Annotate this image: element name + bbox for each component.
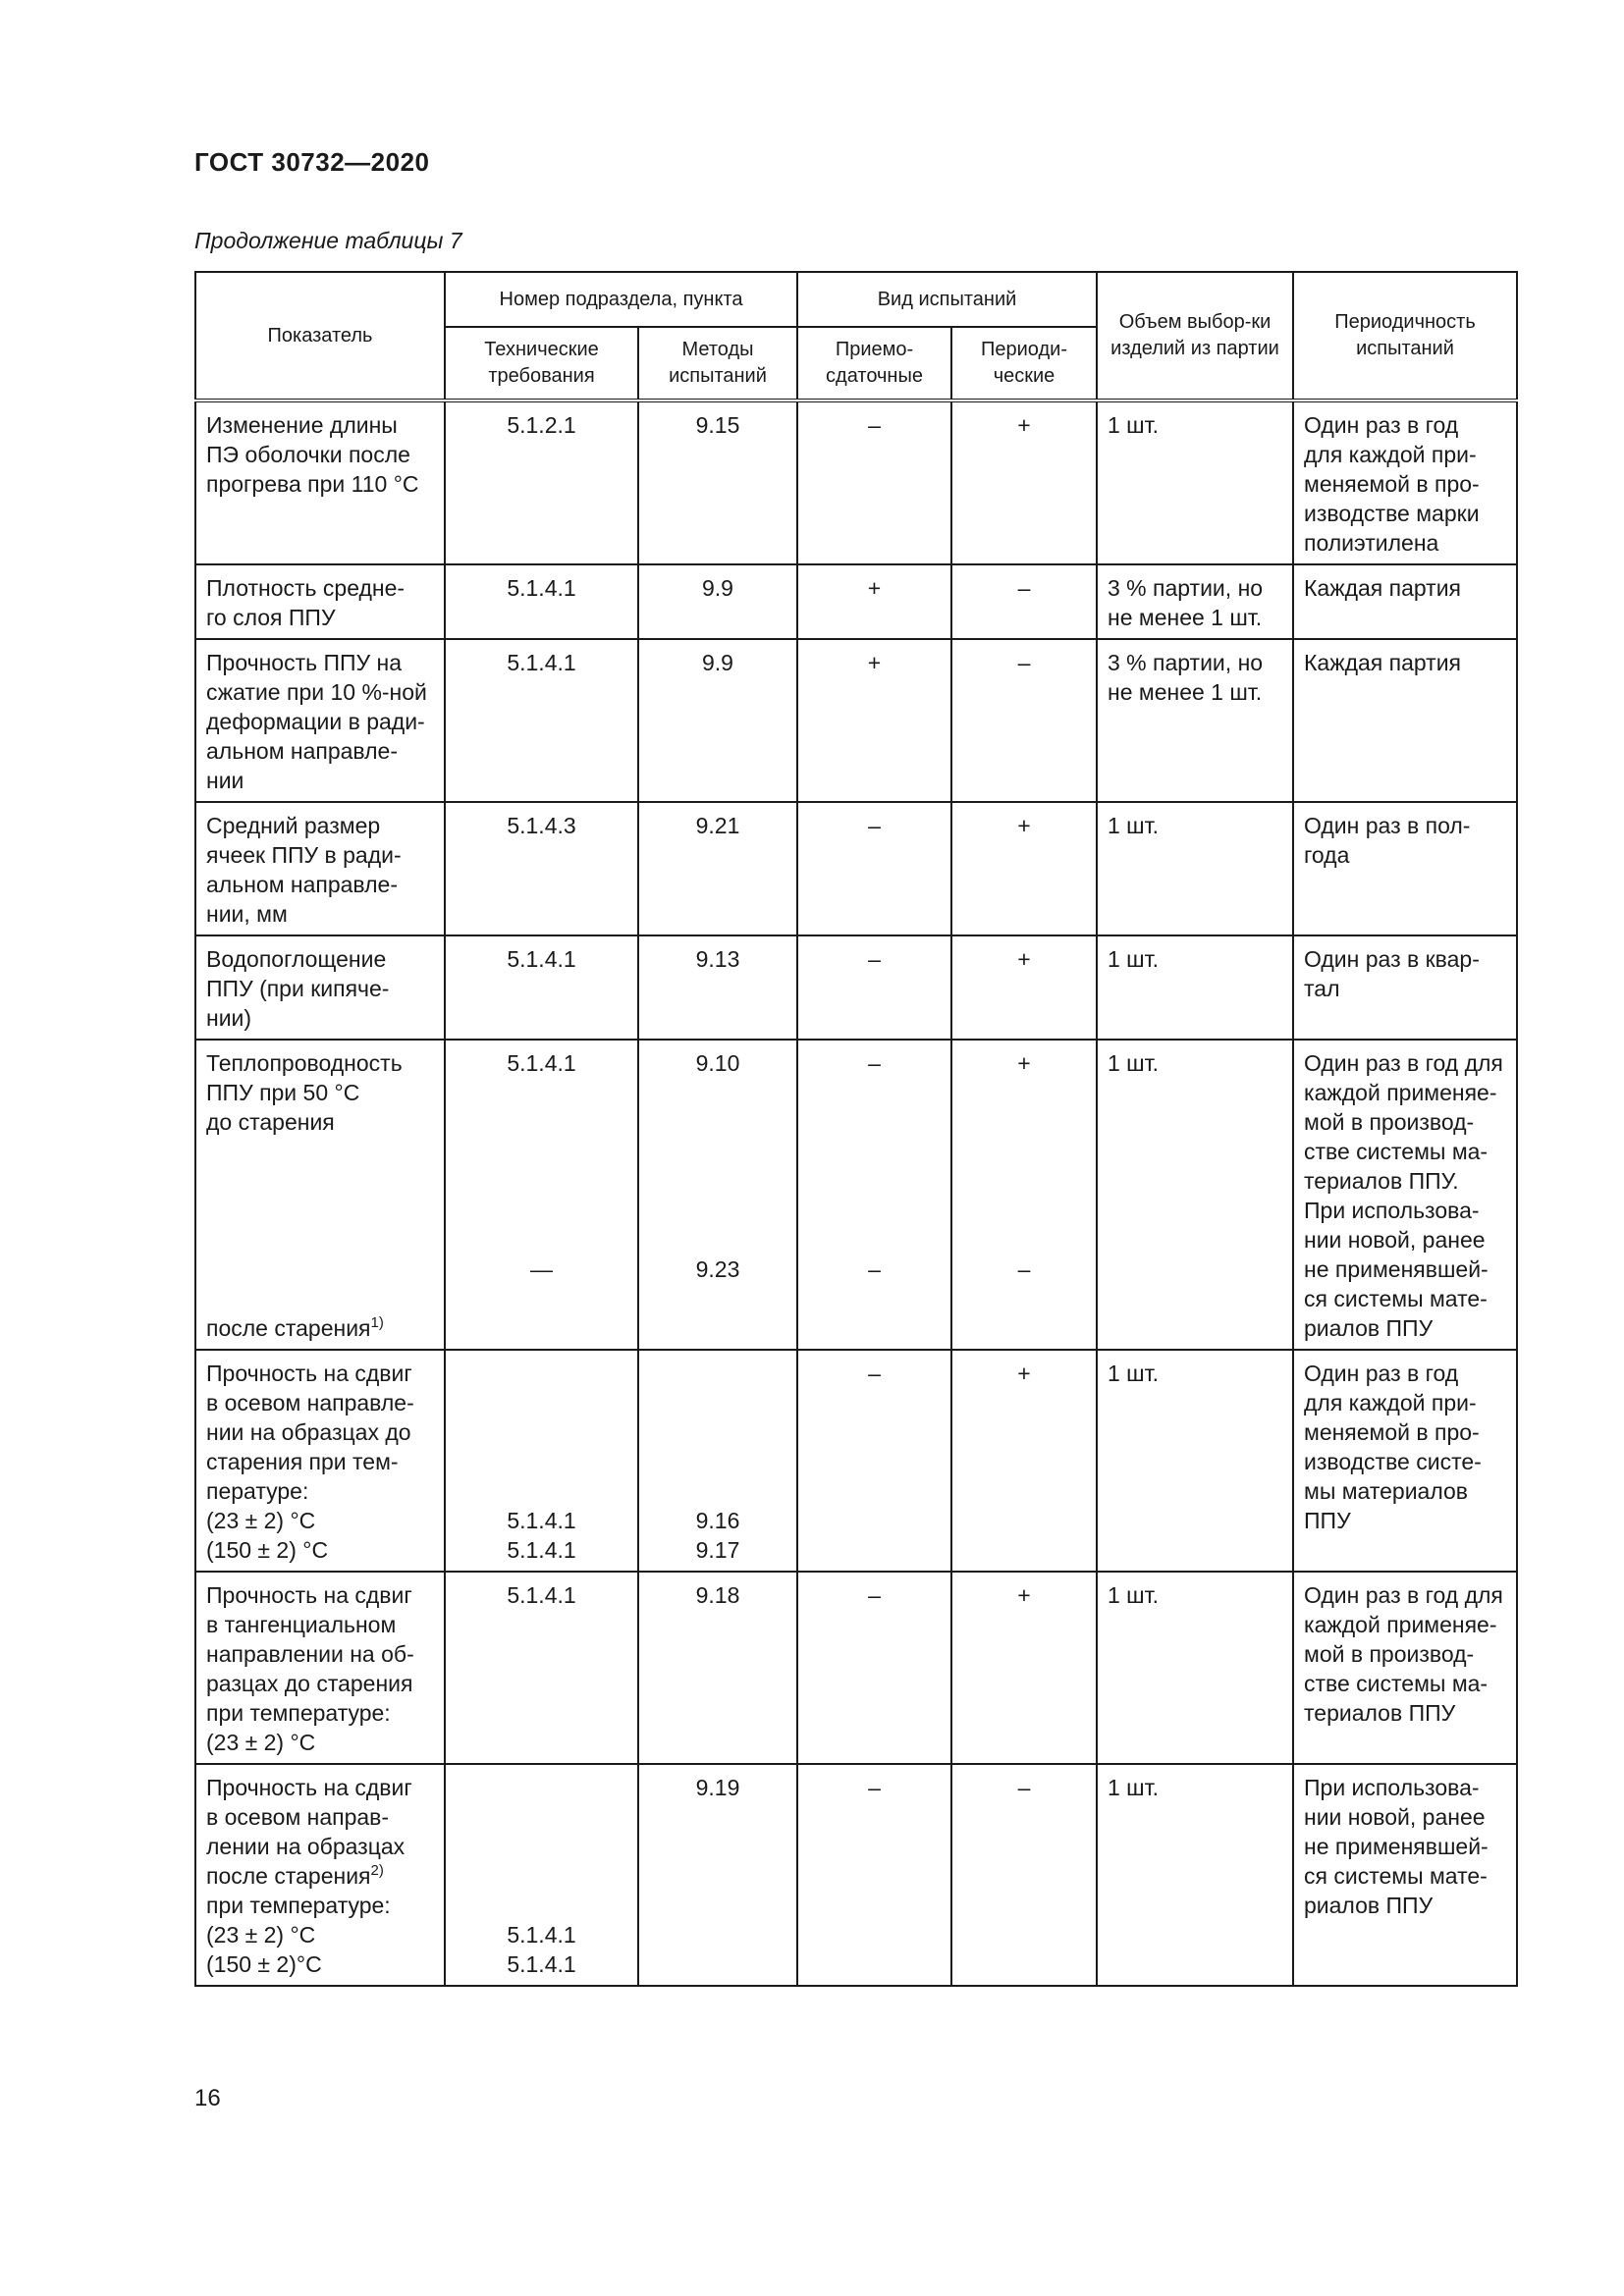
- test-method-cell-line: [643, 1388, 792, 1417]
- periodicity-cell-line: меняемой в про-: [1304, 1419, 1480, 1445]
- header-sample-size: Объем выбор-ки изделий из партии: [1097, 272, 1293, 400]
- test-method-cell-line: 9.21: [695, 813, 740, 838]
- acceptance-cell-line: –: [868, 1582, 881, 1608]
- test-method-cell: [638, 1350, 797, 1572]
- sample-size-cell-line: 1 шт.: [1108, 412, 1160, 438]
- sample-size-cell: [1097, 400, 1293, 564]
- periodicity-cell-line: Каждая партия: [1304, 650, 1462, 675]
- sample-size-cell-line: 1 шт.: [1108, 1050, 1160, 1076]
- acceptance-cell: [797, 564, 951, 639]
- tech-req-cell: [445, 564, 638, 639]
- footnote-ref: 1): [370, 1314, 384, 1331]
- periodic-cell-line: +: [1017, 1361, 1031, 1386]
- test-method-cell: [638, 1572, 797, 1764]
- periodicity-cell-line: для каждой при-: [1304, 1390, 1477, 1415]
- indicator-cell-line: разцах до старения: [206, 1671, 413, 1696]
- periodicity-cell-line: каждой применяе-: [1304, 1080, 1497, 1105]
- test-method-cell-line: [643, 1359, 792, 1388]
- indicator-cell: [195, 1764, 445, 1986]
- indicator-cell-line: Средний размер: [206, 813, 381, 838]
- periodic-cell-line: –: [1017, 1775, 1031, 1800]
- periodicity-cell-line: При использова-: [1304, 1775, 1480, 1800]
- periodicity-cell-line: ППУ: [1304, 1508, 1351, 1533]
- indicator-cell-line: до старения: [206, 1109, 335, 1135]
- acceptance-cell-line: –: [868, 813, 881, 838]
- tech-req-cell-line: [450, 1359, 633, 1388]
- indicator-cell-line: го слоя ППУ: [206, 605, 336, 630]
- periodic-cell: [951, 1572, 1097, 1764]
- footnote-ref: 2): [370, 1862, 384, 1879]
- periodic-cell: [951, 1040, 1097, 1350]
- tech-req-cell-line: 5.1.4.3: [507, 813, 576, 838]
- sample-size-cell: [1097, 1350, 1293, 1572]
- periodicity-cell-line: Один раз в год: [1304, 1361, 1459, 1386]
- sample-size-cell-line: не менее 1 шт.: [1108, 605, 1263, 630]
- periodicity-cell: [1293, 564, 1517, 639]
- indicator-cell-line: нии: [206, 768, 244, 793]
- test-method-cell-line: [643, 1417, 792, 1447]
- test-method-cell-line: 9.10: [695, 1050, 740, 1076]
- periodicity-cell-line: Каждая партия: [1304, 575, 1462, 601]
- acceptance-cell-line: –: [868, 412, 881, 438]
- acceptance-cell: [797, 1040, 951, 1350]
- acceptance-cell-line: –: [868, 1256, 881, 1282]
- periodicity-cell: [1293, 1350, 1517, 1572]
- periodicity-cell-line: каждой применяе-: [1304, 1612, 1497, 1637]
- test-method-cell-line: 9.16: [695, 1508, 740, 1533]
- periodic-cell: [951, 802, 1097, 935]
- indicator-cell-line: в тангенциальном: [206, 1612, 397, 1637]
- periodicity-cell-line: Один раз в год для: [1304, 1582, 1503, 1608]
- sample-size-cell-line: не менее 1 шт.: [1108, 679, 1263, 705]
- acceptance-cell: [797, 400, 951, 564]
- indicator-cell-line: лении на образцах: [206, 1834, 406, 1859]
- tech-req-cell-line: 5.1.4.1: [507, 1582, 576, 1608]
- periodic-cell-line: –: [1017, 1256, 1031, 1282]
- indicator-cell-line: деформации в ради-: [206, 709, 425, 734]
- indicator-cell-line: Прочность ППУ на: [206, 650, 403, 675]
- periodicity-cell-line: Один раз в год для: [1304, 1050, 1503, 1076]
- indicator-cell-line: старения при тем-: [206, 1449, 399, 1474]
- periodicity-cell-line: меняемой в про-: [1304, 471, 1480, 497]
- indicator-cell-line: при температуре:: [206, 1700, 391, 1726]
- periodic-cell-line: –: [1017, 575, 1031, 601]
- periodicity-cell-line: ся системы мате-: [1304, 1863, 1488, 1889]
- periodicity-cell-line: ся системы мате-: [1304, 1286, 1488, 1311]
- periodicity-cell-line: Один раз в пол-: [1304, 813, 1471, 838]
- indicator-cell-line: нии, мм: [206, 901, 288, 927]
- indicator-cell-line: Плотность средне-: [206, 575, 406, 601]
- periodicity-cell-line: териалов ППУ.: [1304, 1168, 1459, 1194]
- tech-req-cell: [445, 1572, 638, 1764]
- sample-size-cell: [1097, 1040, 1293, 1350]
- periodic-cell: [951, 935, 1097, 1040]
- periodic-cell: [951, 1764, 1097, 1986]
- periodicity-cell: [1293, 935, 1517, 1040]
- indicator-cell-line: (150 ± 2)°С: [206, 1951, 322, 1977]
- indicator-cell-line: Прочность на сдвиг: [206, 1582, 412, 1608]
- periodicity-cell-line: мы материалов: [1304, 1478, 1469, 1504]
- tech-req-cell-line: [450, 1861, 633, 1891]
- periodicity-cell: [1293, 400, 1517, 564]
- sample-size-cell-line: 1 шт.: [1108, 1582, 1160, 1608]
- sample-size-cell-line: 1 шт.: [1108, 946, 1160, 972]
- table-row: [195, 1350, 1517, 1572]
- acceptance-cell-line: –: [868, 1775, 881, 1800]
- tech-req-cell-line: [450, 1417, 633, 1447]
- sample-size-cell: [1097, 639, 1293, 802]
- page-number: 16: [194, 2085, 221, 2111]
- periodicity-cell-line: Один раз в год: [1304, 412, 1459, 438]
- test-method-cell-line: [643, 1476, 792, 1506]
- sample-size-cell-line: 1 шт.: [1108, 1775, 1160, 1800]
- tech-req-cell-line: [450, 1388, 633, 1417]
- acceptance-cell-line: –: [868, 1050, 881, 1076]
- periodicity-cell-line: не применявшей-: [1304, 1834, 1489, 1859]
- header-tech-requirements: Технические требования: [445, 327, 638, 400]
- periodicity-cell-line: полиэтилена: [1304, 530, 1439, 556]
- periodicity-cell-line: не применявшей-: [1304, 1256, 1489, 1282]
- header-test-methods: Методы испытаний: [638, 327, 797, 400]
- periodicity-cell-line: териалов ППУ: [1304, 1700, 1456, 1726]
- acceptance-cell-line: +: [867, 650, 882, 675]
- header-test-type: Вид испытаний: [797, 272, 1097, 327]
- tech-req-cell-line: [450, 1891, 633, 1920]
- table-row: [195, 639, 1517, 802]
- periodicity-cell-line: риалов ППУ: [1304, 1893, 1434, 1918]
- periodicity-cell-line: риалов ППУ: [1304, 1315, 1434, 1341]
- periodicity-cell-line: стве системы ма-: [1304, 1671, 1489, 1696]
- periodic-cell: [951, 1350, 1097, 1572]
- indicator-cell-line: (23 ± 2) °С: [206, 1730, 316, 1755]
- tech-req-cell: [445, 1764, 638, 1986]
- indicator-cell-line: после старения: [206, 1315, 371, 1341]
- document-code: ГОСТ 30732—2020: [194, 147, 430, 177]
- periodicity-cell-line: для каждой при-: [1304, 442, 1477, 467]
- sample-size-cell: [1097, 935, 1293, 1040]
- indicator-cell: [195, 802, 445, 935]
- sample-size-cell-line: 1 шт.: [1108, 813, 1160, 838]
- test-method-cell: [638, 400, 797, 564]
- indicator-cell-line: Прочность на сдвиг: [206, 1775, 412, 1800]
- test-method-cell-line: 9.9: [702, 575, 733, 601]
- tech-req-cell-line: 5.1.4.1: [507, 1508, 576, 1533]
- test-method-cell-line: 9.23: [695, 1256, 740, 1282]
- table-row: [195, 564, 1517, 639]
- indicator-cell-line: ППУ при 50 °С: [206, 1080, 360, 1105]
- tech-req-cell: [445, 802, 638, 935]
- tech-req-cell: [445, 1350, 638, 1572]
- test-method-cell-line: 9.19: [695, 1775, 740, 1800]
- indicator-cell-line: альном направле-: [206, 738, 398, 764]
- indicator-cell-line: прогрева при 110 °С: [206, 471, 419, 497]
- tech-req-cell-line: 5.1.4.1: [507, 1951, 576, 1977]
- indicator-cell-line: Прочность на сдвиг: [206, 1361, 412, 1386]
- indicator-cell-line: (150 ± 2) °С: [206, 1537, 329, 1563]
- test-method-cell: [638, 935, 797, 1040]
- indicator-cell-line: нии): [206, 1005, 252, 1031]
- indicator-cell-line: при температуре:: [206, 1893, 391, 1918]
- periodic-cell: [951, 400, 1097, 564]
- test-method-cell: [638, 639, 797, 802]
- tech-req-cell: [445, 935, 638, 1040]
- indicator-cell: [195, 1040, 445, 1350]
- periodic-cell-line: +: [1017, 813, 1031, 838]
- tech-req-cell-line: 5.1.4.1: [507, 1537, 576, 1563]
- tech-req-cell: [445, 639, 638, 802]
- periodicity-cell: [1293, 1572, 1517, 1764]
- test-method-cell: [638, 1040, 797, 1350]
- test-method-cell: [638, 1764, 797, 1986]
- test-method-cell-line: 9.13: [695, 946, 740, 972]
- acceptance-cell: [797, 1572, 951, 1764]
- tech-req-cell-line: 5.1.4.1: [507, 575, 576, 601]
- periodicity-cell-line: стве системы ма-: [1304, 1139, 1489, 1164]
- indicator-cell-line: нии на образцах до: [206, 1419, 411, 1445]
- indicator-cell: [195, 639, 445, 802]
- tech-req-cell-line: 5.1.4.1: [507, 650, 576, 675]
- table-row: [195, 1040, 1517, 1350]
- indicator-cell-line: пературе:: [206, 1478, 309, 1504]
- periodicity-cell-line: года: [1304, 842, 1350, 868]
- periodicity-cell: [1293, 1040, 1517, 1350]
- periodicity-cell-line: мой в производ-: [1304, 1641, 1475, 1667]
- table-row: [195, 1572, 1517, 1764]
- indicator-cell-line: альном направле-: [206, 872, 398, 897]
- tech-req-cell-line: [450, 1802, 633, 1832]
- tech-req-cell-line: [450, 1447, 633, 1476]
- indicator-cell: [195, 1572, 445, 1764]
- periodic-cell-line: +: [1017, 1582, 1031, 1608]
- test-table: [194, 271, 1518, 1987]
- sample-size-cell: [1097, 564, 1293, 639]
- indicator-cell: [195, 400, 445, 564]
- acceptance-cell: [797, 1350, 951, 1572]
- header-periodicity: Периодичность испытаний: [1293, 272, 1517, 400]
- table-caption: Продолжение таблицы 7: [194, 228, 462, 253]
- test-method-cell: [638, 564, 797, 639]
- acceptance-cell: [797, 1764, 951, 1986]
- tech-req-cell-line: [450, 1832, 633, 1861]
- periodic-cell-line: –: [1017, 650, 1031, 675]
- indicator-cell: [195, 1350, 445, 1572]
- acceptance-cell-line: –: [868, 946, 881, 972]
- test-method-cell-line: 9.15: [695, 412, 740, 438]
- periodicity-cell-line: тал: [1304, 976, 1340, 1001]
- indicator-cell: [195, 935, 445, 1040]
- acceptance-cell: [797, 935, 951, 1040]
- tech-req-cell-line: —: [530, 1256, 553, 1282]
- indicator-cell-line: ПЭ оболочки после: [206, 442, 410, 467]
- acceptance-cell-line: +: [867, 575, 882, 601]
- tech-req-cell: [445, 400, 638, 564]
- tech-req-cell-line: 5.1.4.1: [507, 946, 576, 972]
- periodicity-cell-line: изводстве марки: [1304, 501, 1480, 526]
- indicator-cell-line: ППУ (при кипяче-: [206, 976, 390, 1001]
- acceptance-cell: [797, 802, 951, 935]
- header-section-number: Номер подраздела, пункта: [445, 272, 797, 327]
- indicator-cell-line: Водопоглощение: [206, 946, 387, 972]
- sample-size-cell-line: 3 % партии, но: [1108, 575, 1264, 601]
- indicator-cell-line: направлении на об-: [206, 1641, 414, 1667]
- indicator-cell-line: Изменение длины: [206, 412, 398, 438]
- table-row: [195, 935, 1517, 1040]
- periodicity-cell: [1293, 802, 1517, 935]
- header-periodic: Периоди-ческие: [951, 327, 1097, 400]
- acceptance-cell-line: –: [868, 1361, 881, 1386]
- indicator-cell: [195, 564, 445, 639]
- table-row: [195, 400, 1517, 564]
- tech-req-cell: [445, 1040, 638, 1350]
- tech-req-cell-line: 5.1.2.1: [507, 412, 576, 438]
- indicator-cell-line: ячеек ППУ в ради-: [206, 842, 402, 868]
- table-row: [195, 1764, 1517, 1986]
- indicator-cell-line: (23 ± 2) °С: [206, 1508, 316, 1533]
- sample-size-cell-line: 1 шт.: [1108, 1361, 1160, 1386]
- test-method-cell-line: [643, 1447, 792, 1476]
- periodicity-cell: [1293, 639, 1517, 802]
- periodic-cell-line: +: [1017, 946, 1031, 972]
- tech-req-cell-line: [450, 1773, 633, 1802]
- periodicity-cell: [1293, 1764, 1517, 1986]
- periodicity-cell-line: При использова-: [1304, 1198, 1480, 1223]
- indicator-cell-line: Теплопроводность: [206, 1050, 403, 1076]
- indicator-cell-line: сжатие при 10 %-ной: [206, 679, 427, 705]
- test-method-cell-line: 9.17: [695, 1537, 740, 1563]
- indicator-cell-line: в осевом направ-: [206, 1804, 390, 1830]
- tech-req-cell-line: 5.1.4.1: [507, 1922, 576, 1948]
- test-method-cell-line: 9.18: [695, 1582, 740, 1608]
- acceptance-cell: [797, 639, 951, 802]
- periodicity-cell-line: нии новой, ранее: [1304, 1804, 1486, 1830]
- periodicity-cell-line: нии новой, ранее: [1304, 1227, 1486, 1253]
- sample-size-cell-line: 3 % партии, но: [1108, 650, 1264, 675]
- header-acceptance: Приемо-сдаточные: [797, 327, 951, 400]
- sample-size-cell: [1097, 1764, 1293, 1986]
- indicator-cell-line: после старения: [206, 1863, 371, 1889]
- tech-req-cell-line: [450, 1476, 633, 1506]
- sample-size-cell: [1097, 1572, 1293, 1764]
- periodicity-cell-line: мой в производ-: [1304, 1109, 1475, 1135]
- periodic-cell: [951, 639, 1097, 802]
- periodicity-cell-line: Один раз в квар-: [1304, 946, 1480, 972]
- sample-size-cell: [1097, 802, 1293, 935]
- periodicity-cell-line: изводстве систе-: [1304, 1449, 1482, 1474]
- periodic-cell-line: +: [1017, 1050, 1031, 1076]
- indicator-cell-line: (23 ± 2) °С: [206, 1922, 316, 1948]
- header-indicator: Показатель: [195, 272, 445, 400]
- test-method-cell-line: 9.9: [702, 650, 733, 675]
- periodic-cell-line: +: [1017, 412, 1031, 438]
- tech-req-cell-line: 5.1.4.1: [507, 1050, 576, 1076]
- indicator-cell-line: в осевом направле-: [206, 1390, 414, 1415]
- periodic-cell: [951, 564, 1097, 639]
- table-row: [195, 802, 1517, 935]
- test-method-cell: [638, 802, 797, 935]
